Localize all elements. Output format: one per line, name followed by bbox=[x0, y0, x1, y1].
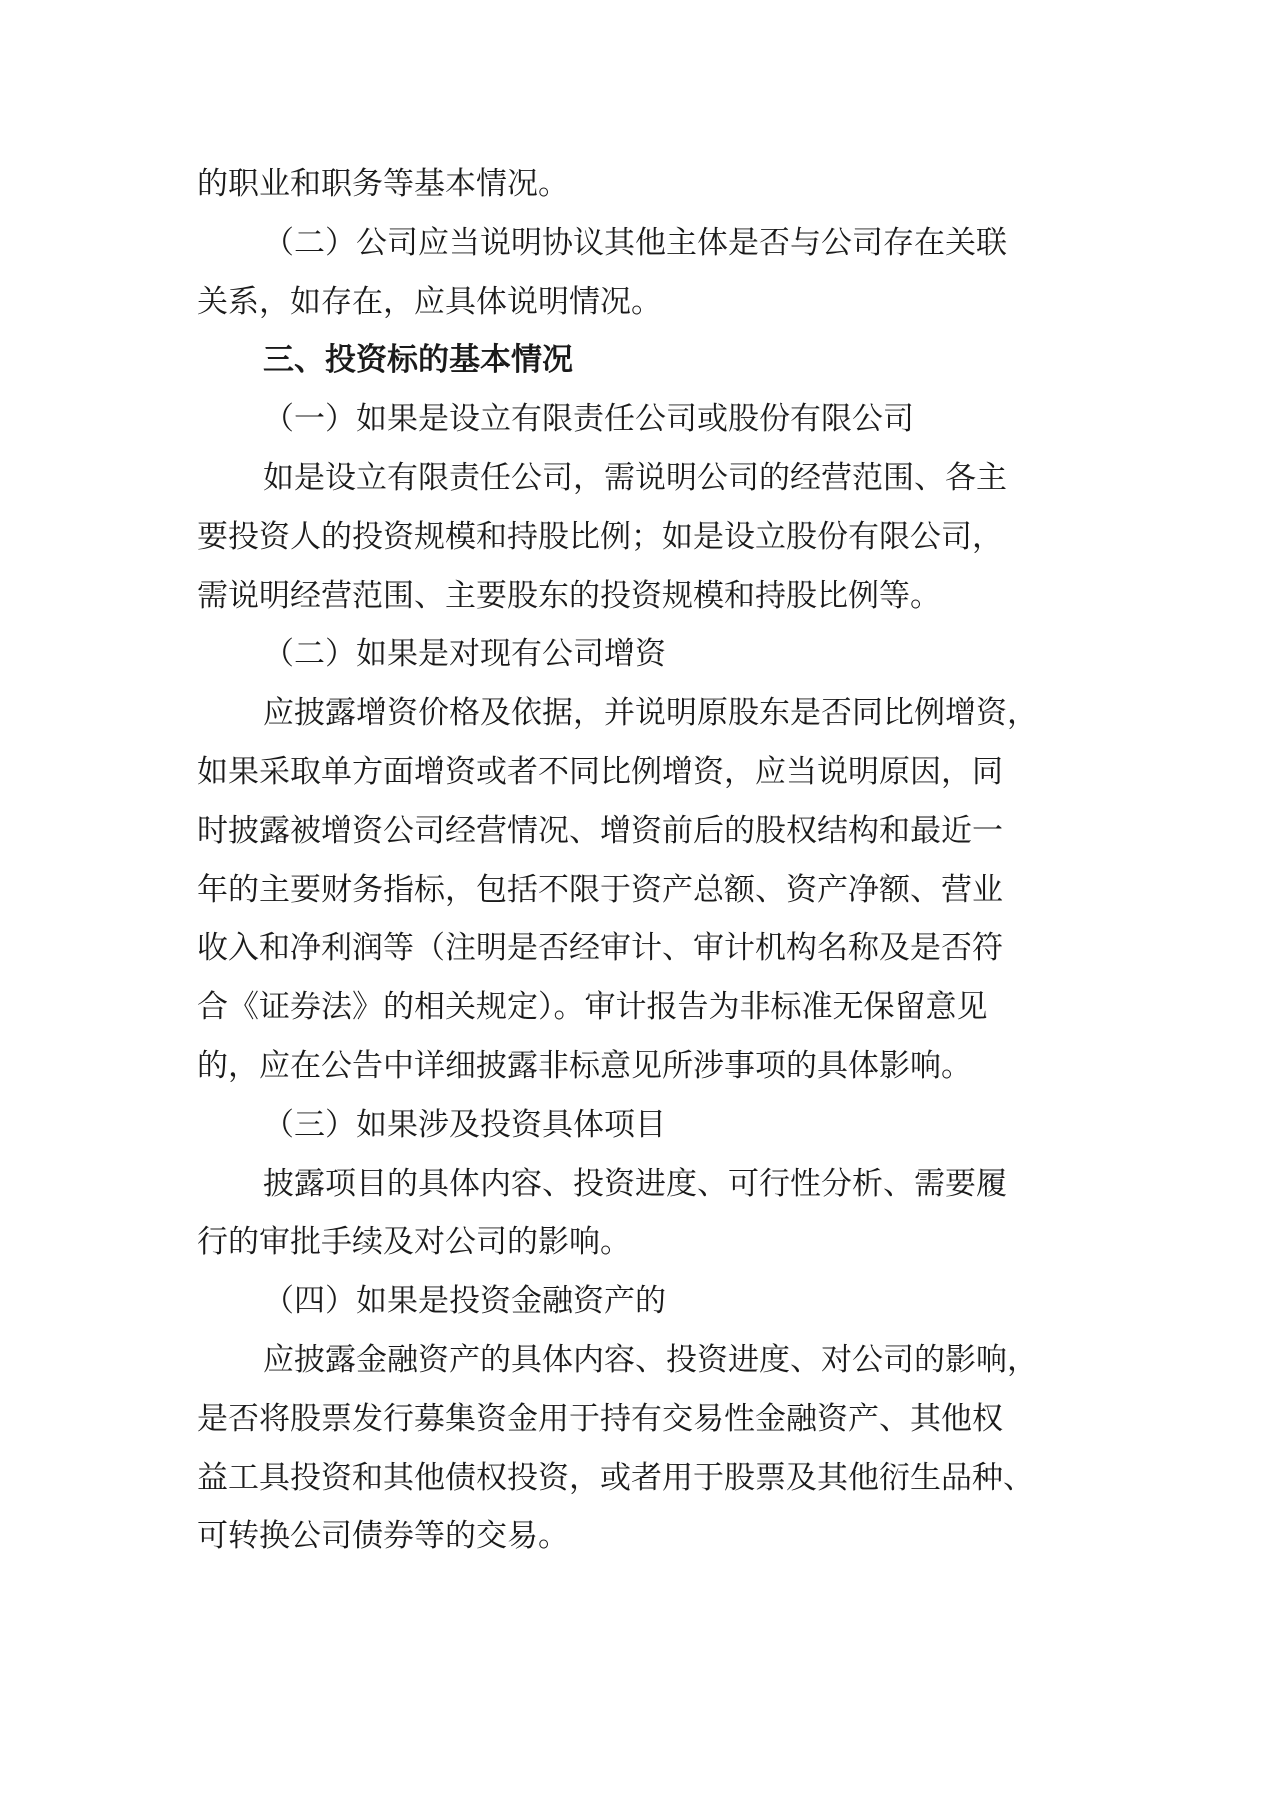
subsection-heading: （四）如果是投资金融资产的 bbox=[263, 1283, 666, 1320]
text-line: 要投资人的投资规模和持股比例；如是设立股份有限公司， bbox=[197, 518, 1003, 555]
text-line: 如果采取单方面增资或者不同比例增资，应当说明原因，同 bbox=[197, 753, 1003, 790]
text-line: 年的主要财务指标，包括不限于资产总额、资产净额、营业 bbox=[197, 871, 1003, 908]
text-line: 关系，如存在，应具体说明情况。 bbox=[197, 283, 662, 320]
section-heading: 三、投资标的基本情况 bbox=[263, 342, 573, 379]
text-line: 需说明经营范围、主要股东的投资规模和持股比例等。 bbox=[197, 577, 941, 614]
text-line: 可转换公司债券等的交易。 bbox=[197, 1518, 569, 1555]
text-line: 应披露金融资产的具体内容、投资进度、对公司的影响， bbox=[263, 1341, 1038, 1378]
subsection-heading: （二）如果是对现有公司增资 bbox=[263, 636, 666, 673]
subsection-heading: （三）如果涉及投资具体项目 bbox=[263, 1106, 666, 1143]
text-line: 如是设立有限责任公司，需说明公司的经营范围、各主 bbox=[263, 459, 1007, 496]
text-line: 披露项目的具体内容、投资进度、可行性分析、需要履 bbox=[263, 1165, 1007, 1202]
text-line: （二）公司应当说明协议其他主体是否与公司存在关联 bbox=[263, 224, 1007, 261]
text-line: 行的审批手续及对公司的影响。 bbox=[197, 1224, 631, 1261]
text-line: 应披露增资价格及依据，并说明原股东是否同比例增资， bbox=[263, 695, 1038, 732]
text-line: 合《证券法》的相关规定）。审计报告为非标准无保留意见 bbox=[197, 989, 988, 1026]
text-line: 益工具投资和其他债权投资，或者用于股票及其他衍生品种、 bbox=[197, 1459, 1034, 1496]
text-line: 的，应在公告中详细披露非标意见所涉事项的具体影响。 bbox=[197, 1047, 972, 1084]
text-line: 是否将股票发行募集资金用于持有交易性金融资产、其他权 bbox=[197, 1400, 1003, 1437]
text-line: 收入和净利润等（注明是否经审计、审计机构名称及是否符 bbox=[197, 930, 1003, 967]
subsection-heading: （一）如果是设立有限责任公司或股份有限公司 bbox=[263, 401, 914, 438]
text-line: 时披露被增资公司经营情况、增资前后的股权结构和最近一 bbox=[197, 812, 1003, 849]
document-body bbox=[197, 155, 1092, 1566]
text-line: 的职业和职务等基本情况。 bbox=[197, 166, 569, 202]
